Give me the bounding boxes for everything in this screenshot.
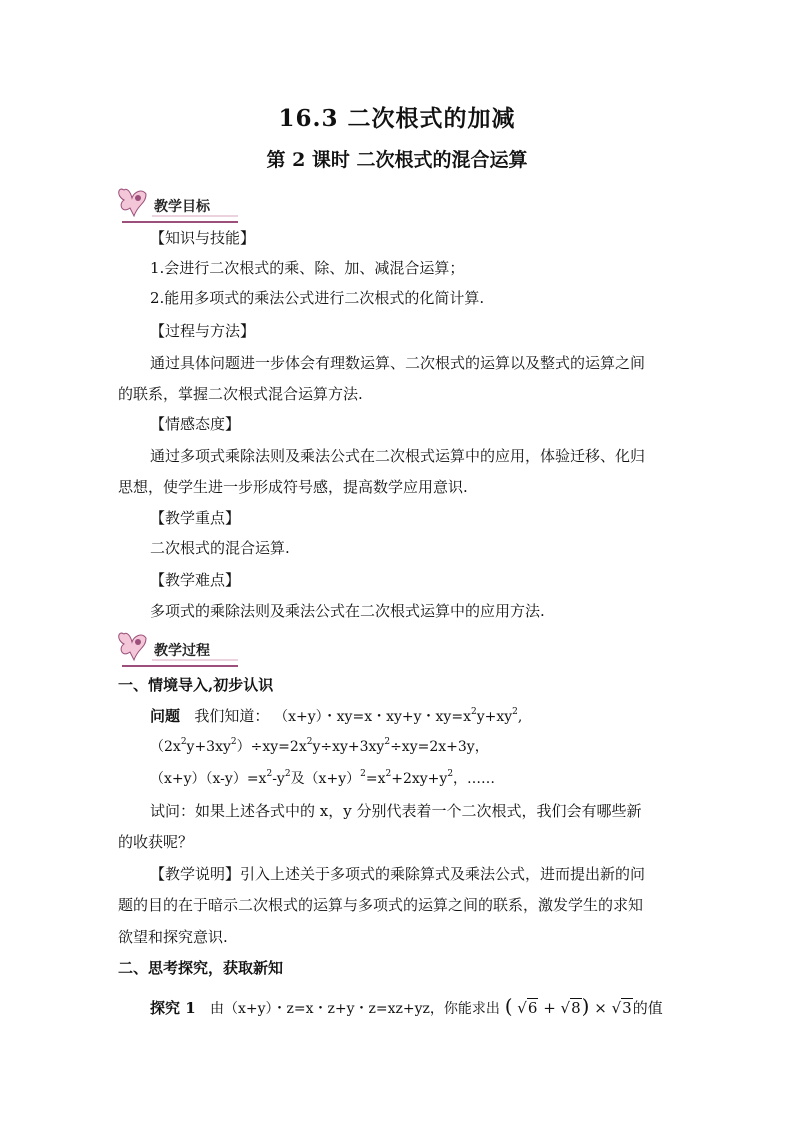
equation-2: $(2x^2y+3xy^2)\div xy=2x^2y\div xy+3xy^2\div xy=2x+3y$， [150, 737, 489, 755]
question-line [150, 706, 522, 727]
question-intro: 我们知道： [194, 707, 270, 725]
emotion-text-1: 通过多项式乘除法则及乘法公式在二次根式运算中的应用，体验迁移、化归 [150, 447, 646, 465]
difficulty-text: 多项式的乘除法则及乘法公式在二次根式运算中的应用方法. [150, 602, 545, 620]
objectives-badge [116, 186, 244, 224]
explore-text: 由（x+y）・z=x・z+y・z=xz+yz，你能求出 [209, 1001, 500, 1017]
method-text-2: 的联系，掌握二次根式混合运算方法. [118, 385, 363, 403]
part1-heading: 一、情境导入,初步认识 [118, 676, 274, 694]
try-text-2: 的收获呢？ [118, 833, 194, 851]
focus-text: 二次根式的混合运算. [150, 539, 290, 557]
part2-heading: 二、思考探究，获取新知 [118, 959, 284, 977]
explore-line [150, 996, 663, 1019]
knowledge-item-2: 2.能用多项式的乘法公式进行二次根式的化简计算. [150, 289, 485, 307]
knowledge-heading: 【知识与技能】 [150, 229, 256, 247]
objectives-badge-label: 教学目标 [154, 199, 210, 215]
explore-label: 探究 1 [150, 999, 196, 1017]
equation-1: （x+y）・xy=x・xy+y・$xy=x^2y+xy^2$, [274, 707, 523, 725]
note-text-3: 欲望和探究意识. [118, 928, 228, 946]
knowledge-item-1: 1.会进行二次根式的乘、除、加、减混合运算； [150, 259, 465, 277]
page-subtitle: 第 2 课时 二次根式的混合运算 [266, 149, 528, 171]
try-text-1: 试问：如果上述各式中的 x，y 分别代表着一个二次根式，我们会有哪些新 [150, 802, 642, 820]
equation-3: $(x+y)(x-y)=x^2-y^2$及$(x+y)^2=x^2+2xy+y^2$，…… [150, 769, 496, 787]
focus-heading: 【教学重点】 [150, 509, 241, 527]
method-text-1: 通过具体问题进一步体会有理数运算、二次根式的运算以及整式的运算之间 [150, 354, 646, 372]
radical-expression: ( √6 + √8) × √3 [504, 994, 632, 1018]
method-heading: 【过程与方法】 [150, 322, 256, 340]
process-badge [116, 630, 244, 668]
process-badge-label: 教学过程 [154, 643, 210, 659]
difficulty-heading: 【教学难点】 [150, 571, 241, 589]
question-label: 问题 [150, 707, 181, 725]
emotion-heading: 【情感态度】 [150, 415, 241, 433]
note-text-1: 【教学说明】引入上述关于多项式的乘除算式及乘法公式，进而提出新的问 [150, 865, 646, 883]
note-text-2: 题的目的在于暗示二次根式的运算与多项式的运算之间的联系，激发学生的求知 [118, 896, 644, 914]
explore-tail: 的值 [632, 999, 663, 1017]
page-title: 16.3 二次根式的加减 [278, 105, 516, 132]
emotion-text-2: 思想，使学生进一步形成符号感，提高数学应用意识. [118, 478, 468, 496]
